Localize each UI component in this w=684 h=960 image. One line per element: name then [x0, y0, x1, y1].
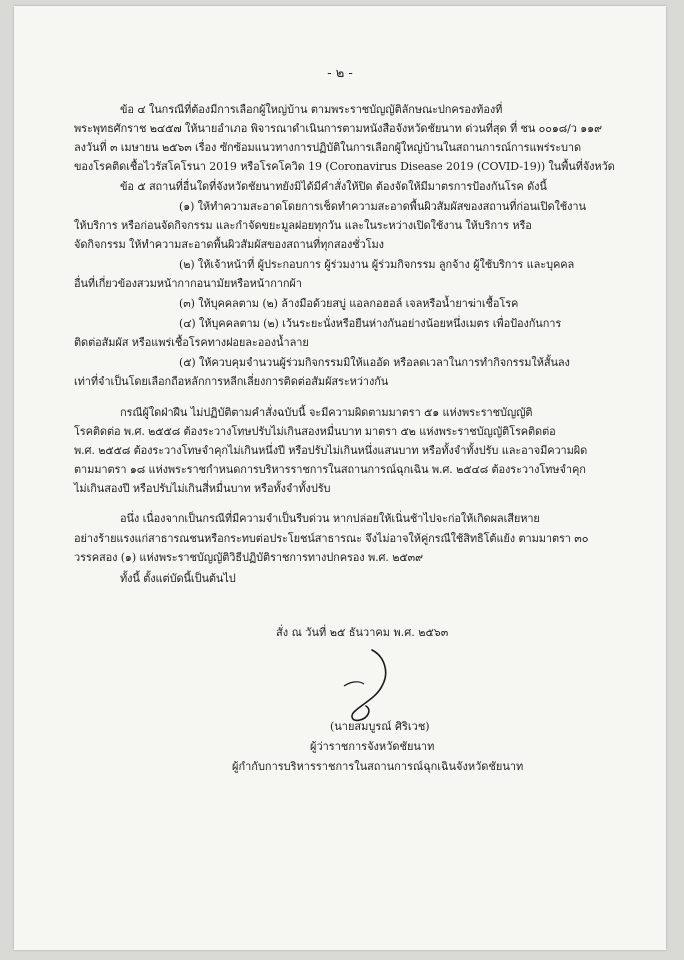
paragraph-line: อื่นที่เกี่ยวข้องสวมหน้ากากอนามัยหรือหน้ากากผ้า — [74, 277, 302, 290]
paragraph-line: ให้บริการ หรือก่อนจัดกิจกรรม และกำจัดขยะมูลฝอยทุกวัน และในระหว่างเปิดใช้งาน ให้บริการ หรือ — [74, 219, 532, 232]
signer-name: (นายสมบูรณ์ ศิริเวช) — [330, 720, 430, 733]
paragraph-line: ตามมาตรา ๑๘ แห่งพระราชกำหนดการบริหารราชการในสถานการณ์ฉุกเฉิน พ.ศ. ๒๕๔๘ ต้องระวางโทษจำคุก — [74, 463, 586, 476]
paragraph-line: ลงวันที่ ๓ เมษายน ๒๕๖๓ เรื่อง ซักซ้อมแนวทางการปฏิบัติในการเลือกผู้ใหญ่บ้านในสถานการณ์การแพร่ระบาด — [74, 141, 582, 154]
paragraph-line: พระพุทธศักราช ๒๔๕๗ ให้นายอำเภอ พิจารณาดำเนินการตามหนังสือจังหวัดชัยนาท ด่วนที่สุด ที่ ชน ๐๐๑๘/ว ๑๑๙ — [74, 122, 602, 135]
paragraph-line: (๑) ให้ทำความสะอาดโดยการเช็ดทำความสะอาดพื้นผิวสัมผัสของสถานที่ก่อนเปิดใช้งาน — [179, 200, 586, 213]
paragraph-line: ติดต่อสัมผัส หรือแพร่เชื้อโรคทางฝอยละอองน้ำลาย — [74, 336, 309, 349]
order-date: สั่ง ณ วันที่ ๒๕ ธันวาคม พ.ศ. ๒๕๖๓ — [276, 626, 449, 639]
paragraph-line: จัดกิจกรรม ให้ทำความสะอาดพื้นผิวสัมผัสของสถานที่ทุกสองชั่วโมง — [74, 238, 384, 251]
paragraph-line: อย่างร้ายแรงแก่สาธารณชนหรือกระทบต่อประโยชน์สาธารณะ จึงไม่อาจให้คู่กรณีใช้สิทธิโต้แย้ง ตามมาตรา ๓๐ — [74, 532, 589, 545]
paragraph-line: พ.ศ. ๒๕๕๘ ต้องระวางโทษจำคุกไม่เกินหนึ่งปี หรือปรับไม่เกินหนึ่งแสนบาท หรือทั้งจำทั้งปรับ และอาจมีความผิด — [74, 444, 588, 457]
paragraph-line: ทั้งนี้ ตั้งแต่บัดนี้เป็นต้นไป — [120, 572, 236, 585]
document-page — [14, 6, 666, 950]
paragraph-line: กรณีผู้ใดฝ่าฝืน ไม่ปฏิบัติตามคำสั่งฉบับนี้ จะมีความผิดตามมาตรา ๕๑ แห่งพระราชบัญญัติ — [120, 406, 533, 419]
paragraph-line: อนึ่ง เนื่องจากเป็นกรณีที่มีความจำเป็นรีบด่วน หากปล่อยให้เนิ่นช้าไปจะก่อให้เกิดผลเสียหาย — [120, 512, 540, 525]
paragraph-line: วรรคสอง (๑) แห่งพระราชบัญญัติวิธีปฏิบัติราชการทางปกครอง พ.ศ. ๒๕๓๙ — [74, 551, 423, 564]
paragraph-line: เท่าที่จำเป็นโดยเลือกถือหลักการหลีกเลี่ยงการติดต่อสัมผัสระหว่างกัน — [74, 375, 389, 388]
paragraph-line: ไม่เกินสองปี หรือปรับไม่เกินสี่หมื่นบาท หรือทั้งจำทั้งปรับ — [74, 482, 331, 495]
paragraph-line: ข้อ ๔ ในกรณีที่ต้องมีการเลือกผู้ใหญ่บ้าน ตามพระราชบัญญัติลักษณะปกครองท้องที่ — [120, 103, 503, 116]
paragraph-line: (๕) ให้ควบคุมจำนวนผู้ร่วมกิจกรรมมิให้แออัด หรือลดเวลาในการทำกิจกรรมให้สั้นลง — [179, 356, 570, 369]
signer-position-emergency: ผู้กำกับการบริหารราชการในสถานการณ์ฉุกเฉินจังหวัดชัยนาท — [232, 760, 524, 773]
signer-position: ผู้ว่าราชการจังหวัดชัยนาท — [310, 740, 435, 753]
paragraph-line: (๒) ให้เจ้าหน้าที่ ผู้ประกอบการ ผู้ร่วมงาน ผู้ร่วมกิจกรรม ลูกจ้าง ผู้ใช้บริการ และบุคคล — [179, 258, 575, 271]
paragraph-line: ของโรคติดเชื้อไวรัสโคโรนา 2019 หรือโรคโควิด 19 (Coronavirus Disease 2019 (COVID-19)) ในพื้นที่จังหวัด — [74, 160, 615, 173]
paragraph-line: โรคติดต่อ พ.ศ. ๒๕๕๘ ต้องระวางโทษปรับไม่เกินสองหมื่นบาท มาตรา ๕๒ แห่งพระราชบัญญัติโรคติดต่อ — [74, 425, 556, 438]
handwritten-signature — [332, 646, 402, 726]
paragraph-line: (๔) ให้บุคคลตาม (๒) เว้นระยะนั่งหรือยืนห่างกันอย่างน้อยหนึ่งเมตร เพื่อป้องกันการ — [179, 317, 562, 330]
paragraph-line: (๓) ให้บุคคลตาม (๒) ล้างมือด้วยสบู่ แอลกอฮอล์ เจลหรือน้ำยาฆ่าเชื้อโรค — [179, 297, 519, 310]
paragraph-line: ข้อ ๕ สถานที่อื่นใดที่จังหวัดชัยนาทยังมิได้มีคำสั่งให้ปิด ต้องจัดให้มีมาตรการป้องกันโรค ดังนี้ — [120, 180, 547, 193]
page-number: - ๒ - — [327, 66, 353, 81]
